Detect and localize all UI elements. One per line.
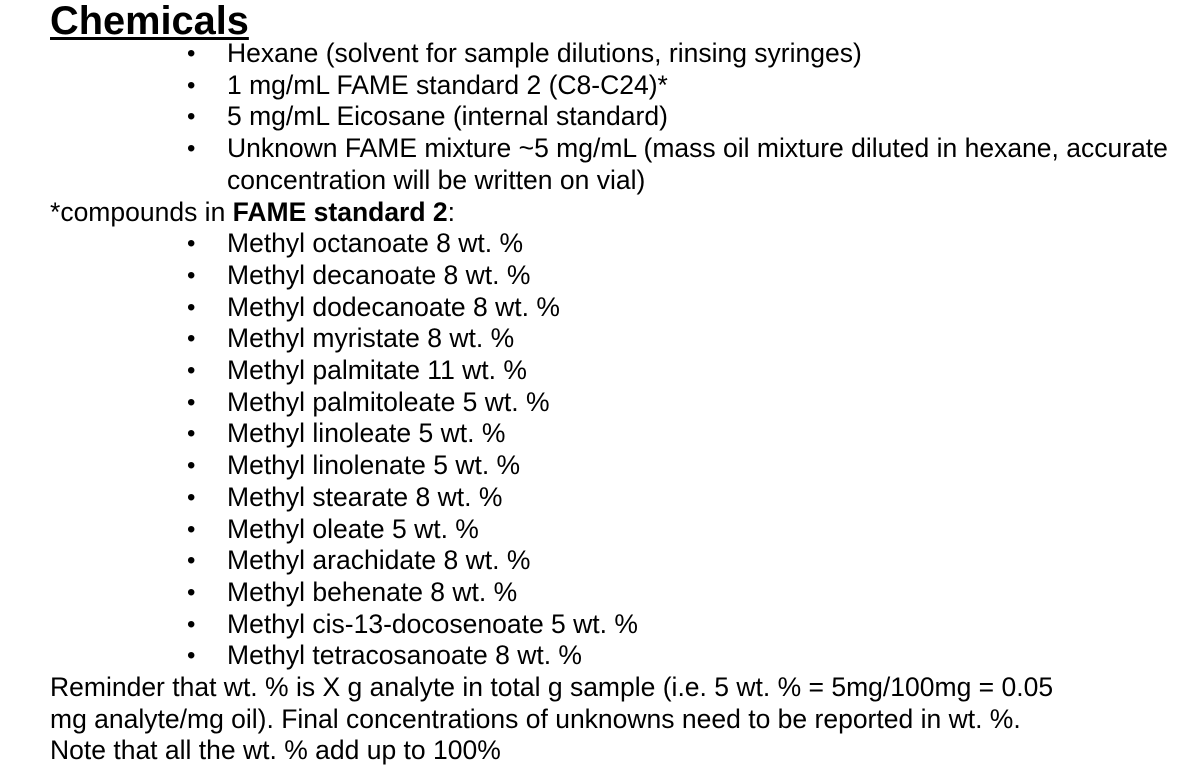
bullet-icon: • (187, 642, 196, 670)
bullet-icon: • (187, 420, 196, 448)
list-item-text: Methyl oleate 5 wt. % (227, 513, 479, 544)
bullet-icon: • (187, 578, 196, 606)
list-item (50, 228, 1180, 260)
list-item-text: Methyl tetracosanoate 8 wt. % (227, 640, 582, 671)
compounds-intro-bold: FAME standard 2 (232, 196, 448, 227)
list-item-text: Methyl palmitate 11 wt. % (227, 355, 527, 386)
list-item (50, 38, 1180, 70)
list-item-text: Methyl arachidate 8 wt. % (227, 545, 531, 576)
bullet-icon: • (187, 452, 196, 480)
list-item (50, 292, 1180, 324)
bullet-icon: • (187, 547, 196, 575)
compounds-intro-prefix: *compounds in (50, 196, 233, 227)
list-item (50, 101, 1180, 133)
list-item-text: Methyl linoleate 5 wt. % (227, 418, 506, 449)
bullet-icon: • (187, 71, 196, 99)
list-item (50, 260, 1180, 292)
chemicals-list (50, 38, 1180, 197)
list-item (50, 577, 1180, 609)
bullet-icon: • (187, 230, 196, 258)
bullet-icon: • (187, 261, 196, 289)
bullet-icon: • (187, 515, 196, 543)
compounds-intro (50, 197, 1180, 229)
bullet-icon: • (187, 40, 196, 67)
list-item-text: Methyl linolenate 5 wt. % (227, 450, 521, 481)
list-item (50, 640, 1180, 672)
list-item (50, 482, 1180, 514)
list-item (50, 323, 1180, 355)
list-item-text: Methyl myristate 8 wt. % (227, 323, 515, 354)
list-item (50, 450, 1180, 482)
list-item-text: Methyl cis-13-docosenoate 5 wt. % (227, 608, 638, 639)
reminder-line: mg analyte/mg oil). Final concentrations of unknowns need to be reported in wt. %. (50, 703, 1021, 734)
list-item (50, 545, 1180, 577)
section-heading: Chemicals (50, 0, 249, 43)
list-item (50, 418, 1180, 450)
reminder-paragraph (50, 672, 1180, 767)
list-item-text: Methyl palmitoleate 5 wt. % (227, 386, 550, 417)
compounds-list (50, 228, 1180, 672)
list-item-text: 5 mg/mL Eicosane (internal standard) (227, 101, 668, 132)
list-item (50, 70, 1180, 102)
list-item-text: Methyl decanoate 8 wt. % (227, 259, 531, 290)
list-item (50, 355, 1180, 387)
compounds-intro-suffix: : (447, 196, 456, 227)
list-item (50, 387, 1180, 419)
bullet-icon: • (187, 483, 196, 511)
list-item-text: Methyl behenate 8 wt. % (227, 576, 518, 607)
list-item-text: Unknown FAME mixture ~5 mg/mL (mass oil mixture diluted in hexane, accurate concentration will be written on vial) (227, 133, 1168, 195)
bullet-icon: • (187, 357, 196, 385)
list-item-text: 1 mg/mL FAME standard 2 (C8-C24)* (227, 69, 668, 100)
bullet-icon: • (187, 325, 196, 353)
reminder-line: Reminder that wt. % is X g analyte in total g sample (i.e. 5 wt. % = 5mg/100mg = 0.05 (50, 672, 1054, 703)
list-item-text: Methyl stearate 8 wt. % (227, 481, 503, 512)
reminder-line: Note that all the wt. % add up to 100% (50, 735, 501, 766)
list-item (50, 133, 1180, 196)
bullet-icon: • (187, 610, 196, 638)
list-item-text: Methyl dodecanoate 8 wt. % (227, 291, 560, 322)
list-item-text: Methyl octanoate 8 wt. % (227, 228, 524, 259)
list-item-text: Hexane (solvent for sample dilutions, rinsing syringes) (227, 38, 862, 68)
bullet-icon: • (187, 293, 196, 321)
list-item (50, 514, 1180, 546)
bullet-icon: • (187, 103, 196, 131)
bullet-icon: • (187, 135, 196, 163)
document-body (50, 0, 1180, 767)
bullet-icon: • (187, 388, 196, 416)
list-item (50, 609, 1180, 641)
